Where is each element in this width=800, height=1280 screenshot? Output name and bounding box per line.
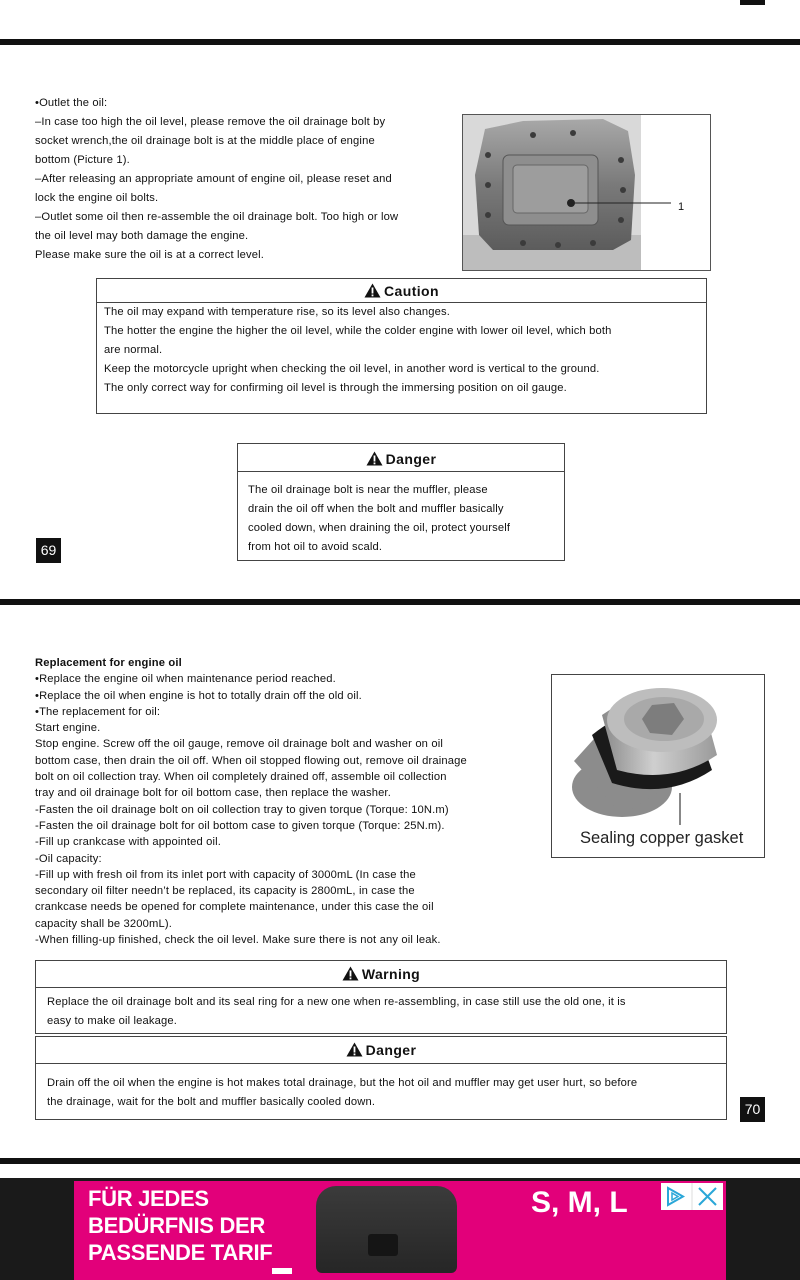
- caution-body: [104, 303, 612, 398]
- ad-sizes: S, M, L: [531, 1186, 628, 1219]
- danger-line: drain the oil off when the bolt and muffler basically: [248, 503, 504, 515]
- danger-title: Danger: [385, 451, 437, 467]
- warning-triangle-icon: [364, 283, 381, 298]
- page-number: 70: [740, 1097, 765, 1122]
- engine-photo: [463, 115, 710, 270]
- engine-figure: [462, 114, 711, 271]
- warning-header: [36, 961, 726, 988]
- ad-headline[interactable]: [88, 1185, 272, 1266]
- danger-line: the drainage, wait for the bolt and muffler basically cooled down.: [47, 1096, 376, 1108]
- danger-title: Danger: [365, 1042, 417, 1058]
- paragraph-line: –Outlet some oil then re-assemble the oil drainage bolt. Too high or low: [35, 211, 399, 223]
- warning-triangle-icon: [346, 1042, 363, 1057]
- warning-triangle-icon: [342, 966, 359, 981]
- paragraph-line: Please make sure the oil is at a correct level.: [35, 249, 265, 261]
- figure-callout-number: 1: [678, 201, 685, 213]
- paragraph-line: –In case too high the oil level, please remove the oil drainage bolt by: [35, 116, 386, 128]
- warning-line: easy to make oil leakage.: [47, 1015, 177, 1027]
- oil-outlet-instructions: [35, 94, 398, 265]
- warning-box: [35, 960, 727, 1034]
- danger-line: The oil drainage bolt is near the muffler, please: [248, 484, 488, 496]
- danger-box: [35, 1036, 727, 1120]
- router-product-image[interactable]: [316, 1186, 457, 1273]
- paragraph-line: •Replace the oil when engine is hot to totally drain off the old oil.: [35, 689, 362, 702]
- caution-box: [96, 278, 707, 414]
- danger-line: cooled down, when draining the oil, protect yourself: [248, 522, 511, 534]
- adchoices-icon[interactable]: [668, 1188, 683, 1205]
- paragraph-line: •Outlet the oil:: [35, 97, 108, 109]
- caution-line: Keep the motorcycle upright when checking the oil level, in another word is vertical to the ground.: [104, 363, 600, 375]
- paragraph-line: socket wrench,the oil drainage bolt is at the middle place of engine: [35, 135, 375, 147]
- paragraph-line: bottom case, then drain the oil off. When oil stopped flowing out, remove oil drainage: [35, 754, 467, 767]
- caution-line: The hotter the engine the higher the oil level, while the colder engine with lower oil level, which both: [104, 325, 612, 337]
- router-display: [368, 1234, 398, 1256]
- paragraph-line: secondary oil filter needn’t be replaced, its capacity is 2800mL, in case the: [35, 885, 415, 898]
- figure-caption: Sealing copper gasket: [580, 829, 744, 847]
- top-edge-mark: [740, 0, 765, 5]
- paragraph-line: -Fasten the oil drainage bolt for oil bottom case to given torque (Torque: 25N.m).: [35, 819, 445, 832]
- page-separator: [0, 39, 800, 45]
- paragraph-line: -When filling-up finished, check the oil level. Make sure there is not any oil leak.: [35, 934, 441, 947]
- ad-headline-line: FÜR JEDES: [88, 1186, 209, 1211]
- danger-body: [248, 481, 510, 557]
- paragraph-line: Stop engine. Screw off the oil gauge, remove oil drainage bolt and washer on oil: [35, 738, 443, 751]
- section-heading: Replacement for engine oil: [35, 657, 182, 669]
- caution-line: The only correct way for confirming oil level is through the immersing position on oil gauge.: [104, 382, 567, 394]
- ad-headline-line: PASSENDE TARIF: [88, 1240, 273, 1265]
- page-number: 69: [36, 538, 61, 563]
- page-separator: [0, 1158, 800, 1164]
- paragraph-line: •Replace the engine oil when maintenance period reached.: [35, 673, 336, 686]
- paragraph-line: lock the engine oil bolts.: [35, 192, 159, 204]
- paragraph-line: crankcase needs be opened for complete maintenance, under this case the oil: [35, 901, 434, 914]
- paragraph-line: -Fasten the oil drainage bolt on oil collection tray to given torque (Torque: 10N.m): [35, 803, 449, 816]
- danger-line: from hot oil to avoid scald.: [248, 541, 383, 553]
- warning-line: Replace the oil drainage bolt and its seal ring for a new one when re-assembling, in case still use the old one, it is: [47, 996, 626, 1008]
- danger-header: [238, 444, 564, 472]
- warning-title: Warning: [361, 966, 421, 982]
- drain-bolt-illustration: [552, 675, 764, 825]
- paragraph-line: capacity shall be 3200mL).: [35, 917, 172, 930]
- paragraph-line: -Oil capacity:: [35, 852, 102, 865]
- paragraph-line: the oil level may both damage the engine.: [35, 230, 249, 242]
- paragraph-line: •The replacement for oil:: [35, 705, 161, 718]
- paragraph-line: -Fill up crankcase with appointed oil.: [35, 836, 222, 849]
- paragraph-line: Start engine.: [35, 722, 101, 735]
- warning-triangle-icon: [366, 451, 383, 466]
- paragraph-line: -Fill up with fresh oil from its inlet port with capacity of 3000mL (In case the: [35, 868, 416, 881]
- caution-title: Caution: [384, 283, 439, 299]
- ad-controls: [661, 1183, 723, 1210]
- caution-line: The oil may expand with temperature rise, so its level also changes.: [104, 306, 450, 318]
- danger-box: [237, 443, 565, 561]
- ad-text-cursor: [272, 1268, 292, 1274]
- drain-bolt-figure: [551, 674, 765, 858]
- danger-line: Drain off the oil when the engine is hot makes total drainage, but the hot oil and muffler may get user hurt, so before: [47, 1077, 638, 1089]
- close-icon[interactable]: [699, 1188, 716, 1205]
- paragraph-line: bolt on oil collection tray. When oil completely drained off, assemble oil collection: [35, 771, 447, 784]
- caution-line: are normal.: [104, 344, 163, 356]
- paragraph-line: –After releasing an appropriate amount of engine oil, please reset and: [35, 173, 392, 185]
- ad-headline-line: BEDÜRFNIS DER: [88, 1213, 265, 1238]
- caution-header: [97, 279, 706, 303]
- oil-replacement-section: [35, 655, 467, 948]
- paragraph-line: bottom (Picture 1).: [35, 154, 130, 166]
- danger-header: [36, 1037, 726, 1064]
- paragraph-line: tray and oil drainage bolt for oil bottom case, then replace the washer.: [35, 787, 391, 800]
- page-separator: [0, 599, 800, 605]
- danger-body: [47, 1074, 637, 1112]
- warning-body: [47, 993, 626, 1031]
